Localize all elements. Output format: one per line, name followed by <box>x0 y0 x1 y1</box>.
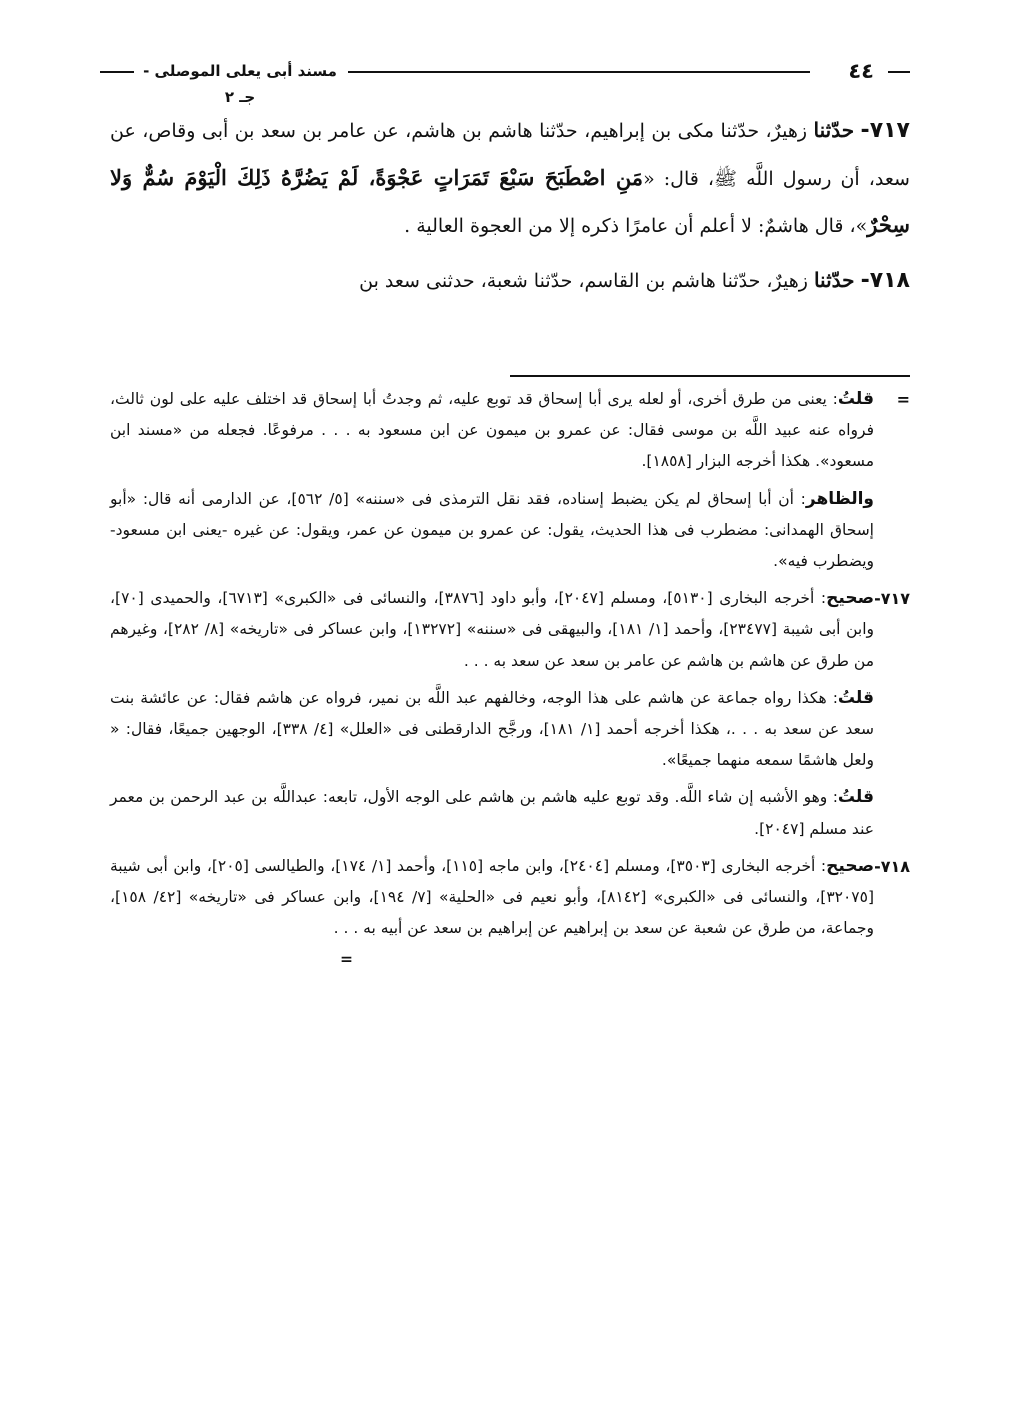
header-dash <box>888 71 910 73</box>
footnote-keyword: قلتُ <box>837 389 874 409</box>
book-title: مسند أبى يعلى الموصلى - جـ ٢ <box>143 62 337 106</box>
footnote-paragraph <box>110 484 910 578</box>
footnote-keyword: صحيح <box>826 855 875 876</box>
footnote-keyword: قلتُ <box>837 687 874 708</box>
hadith-lead: حدّثنا <box>813 118 855 142</box>
footnote-718 <box>110 851 910 969</box>
hadith-number: ٧١٧- <box>860 118 910 143</box>
footnote-text: : أن أبا إسحاق لم يكن يضبط إسناده، فقد نقل الترمذى فى «سننه» [٥/ ٥٦٢]، عن الدارمى أنه قال: «أبو إسحاق الهمدانى: مضطرب فى هذا الحديث، يقول: عن عمرو بن ميمون عن عمر، ويقول: عن غيره -يعنى ابن مسعود- ويضطرب فيه». <box>110 489 874 571</box>
hadith-717 <box>110 108 910 250</box>
footnote-separator <box>510 375 910 377</box>
footnotes <box>110 384 910 976</box>
footnote-text: : هكذا رواه جماعة عن هاشم على هذا الوجه، وخالفهم عبد اللَّه بن نمير، فرواه عن هاشم فقال: عن عائشة بنت سعد عن سعد به . . .، هكذا أخرجه أحمد [١/ ١٨١]، ورجَّح الدارقطنى فى «العلل» [٤/ ٣٣٨]، الوجهين جميعًا، فقال: « ولعل هاشمًا سمعه منهما جميعًا». <box>110 688 875 770</box>
hadith-chain: زهيرٌ، حدّثنا هاشم بن القاسم، حدّثنا شعبة، حدثنى سعد بن <box>359 269 808 292</box>
footnote-keyword: والظاهر <box>805 488 874 509</box>
footnote-number: ٧١٧- <box>874 589 910 609</box>
footnote-text: : أخرجه البخارى [٣٥٠٣]، ومسلم [٢٤٠٤]، وابن ماجه [١١٥]، وأحمد [١/ ١٧٤]، والطيالسى [٢٠٥]، وابن أبى شيبة [٣٢٠٧٥]، والنسائى فى «الكبرى» [٨١٤٢]، وأبو نعيم فى «الحلية» [٧/ ١٩٤]، وابن عساكر فى «تاريخه» [٤٢/ ١٥٨]، وجماعة، من طرق عن شعبة عن سعد بن إبراهيم عن إبراهيم بن سعد عن أبيه به . . . <box>110 856 875 938</box>
continuation-marker: = <box>896 390 910 409</box>
hadith-718 <box>110 258 910 305</box>
footnote-717 <box>110 583 910 677</box>
page-number: ٤٤ <box>848 59 874 83</box>
prophet-quote: مَنِ اصْطَبَحَ سَبْعَ تَمَرَاتٍ عَجْوَةً، لَمْ يَضُرَّهُ ذَلِكَ الْيَوْمَ سُمٌّ وَلا سِحْرٌ <box>110 164 910 237</box>
running-header <box>100 56 910 106</box>
footnote-continued <box>110 384 910 478</box>
main-text <box>110 108 910 312</box>
header-rule <box>348 71 810 73</box>
footnote-paragraph <box>110 683 910 777</box>
footnote-paragraph <box>110 782 910 844</box>
footnote-text: : أخرجه البخارى [٥١٣٠]، ومسلم [٢٠٤٧]، وأبو داود [٣٨٧٦]، والنسائى فى «الكبرى» [٦٧١٣]، والحميدى [٧٠]، وابن أبى شيبة [٢٣٤٧٧]، وأحمد [١/ ١٨١]، والبيهقى فى «سننه» [١٣٢٧٢]، وابن عساكر فى «تاريخه» [٨/ ٢٨٢]، وغيرهم من طرق عن هاشم بن هاشم عن عامر بن سعد عن سعد به . . . <box>110 589 874 670</box>
footnote-text: : يعنى من طرق أخرى، أو لعله يرى أبا إسحاق قد توبع عليه، ثم وجدتُ أبا إسحاق قد اختلف عليه على لون ثالث، فرواه عنه عبيد اللَّه بن موسى فقال: عن عمرو بن ميمون عن ابن مسعود به . . . مرفوعًا. فجعله من «مسند ابن مسعود». هكذا أخرجه البزار [١٨٥٨]. <box>110 390 874 471</box>
footnote-keyword: صحيح <box>826 588 874 609</box>
header-dash <box>100 71 134 73</box>
hadith-after: »، قال هاشمٌ: لا أعلم أن عامرًا ذكره إلا من العجوة العالية . <box>404 215 868 237</box>
hadith-lead: حدّثنا <box>813 267 855 292</box>
continuation-marker: = <box>340 950 353 969</box>
footnote-keyword: قلتُ <box>837 787 874 808</box>
hadith-chain: زهيرٌ، حدّثنا مكى بن إبراهيم، حدّثنا هاشم بن هاشم، عن عامر بن سعد بن أبى وقاص، عن سعد، أن رسول اللَّه ﷺ، قال: « <box>110 120 910 190</box>
footnote-number: ٧١٨- <box>874 856 910 876</box>
footnote-text: : وهو الأشبه إن شاء اللَّه. وقد توبع عليه هاشم بن هاشم على الوجه الأول، تابعه: عبداللَّه بن عبد الرحمن بن معمر عند مسلم [٢٠٤٧]. <box>110 788 874 838</box>
hadith-number: ٧١٨- <box>860 267 910 293</box>
